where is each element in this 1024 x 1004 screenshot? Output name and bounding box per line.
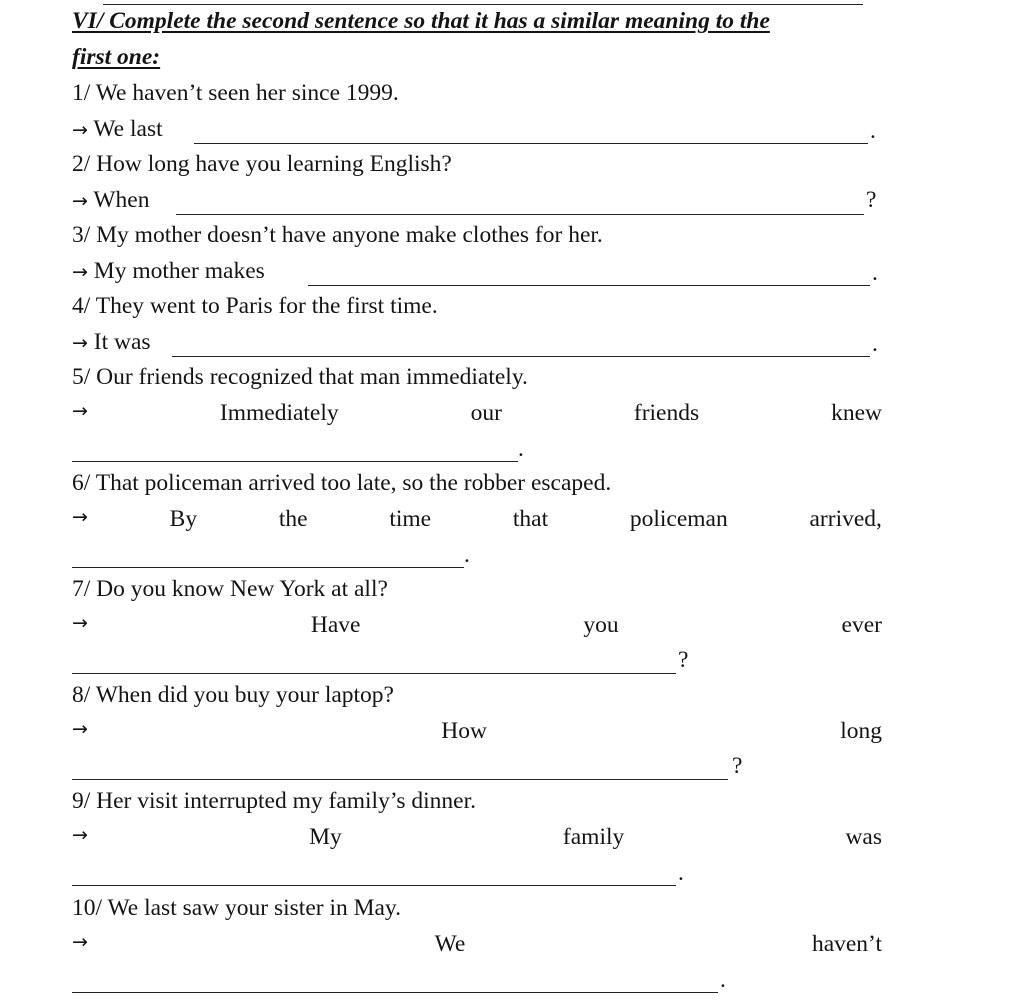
answer-10-cue (72, 931, 882, 958)
answer-4-cue (72, 329, 151, 356)
cue-word: long (840, 718, 882, 744)
question-10: 10/ We last saw your sister in May. (72, 895, 402, 921)
cue-word: the (278, 506, 308, 532)
arrow-icon: → (72, 931, 88, 953)
answer-8-blank[interactable] (72, 779, 728, 780)
cue-word: How (441, 718, 487, 744)
arrow-icon: → (72, 400, 88, 422)
cue-word: time (389, 506, 432, 532)
answer-7-end: ? (678, 647, 689, 673)
answer-1-blank[interactable] (194, 143, 868, 144)
answer-6-cue (72, 506, 882, 533)
answer-5-cue (72, 400, 882, 427)
answer-4-end: . (872, 331, 878, 357)
cue-word: that (512, 506, 549, 532)
question-3: 3/ My mother doesn’t have anyone make clothes for her. (72, 222, 603, 248)
cue-word: our (470, 400, 502, 426)
cue-text: It was (93, 329, 151, 355)
answer-8-cue (72, 718, 882, 745)
answer-5-blank[interactable] (72, 461, 518, 462)
answer-10-end: . (720, 967, 726, 993)
arrow-icon: → (72, 261, 88, 283)
answer-4-blank[interactable] (172, 356, 870, 357)
question-6: 6/ That policeman arrived too late, so the robber escaped. (72, 470, 612, 496)
arrow-icon: → (72, 119, 88, 141)
question-8: 8/ When did you buy your laptop? (72, 682, 394, 708)
exercise-heading-continued: first one: (72, 44, 161, 70)
top-rule (103, 4, 863, 5)
cue-text: We last (93, 116, 163, 142)
cue-word: My (309, 824, 342, 850)
answer-1-cue (72, 116, 163, 143)
answer-1-end: . (870, 118, 876, 144)
arrow-icon: → (72, 506, 88, 528)
arrow-icon: → (72, 190, 88, 212)
answer-8-end: ? (732, 753, 743, 779)
answer-9-blank[interactable] (72, 885, 676, 886)
cue-word: arrived, (809, 506, 882, 532)
answer-3-end: . (872, 260, 878, 286)
exercise-heading: VI/ Complete the second sentence so that it has a similar meaning to the (72, 8, 770, 34)
question-2: 2/ How long have you learning English? (72, 151, 452, 177)
cue-word: you (583, 612, 619, 638)
answer-7-blank[interactable] (72, 673, 676, 674)
question-4: 4/ They went to Paris for the first time. (72, 293, 438, 319)
cue-text: My mother makes (93, 258, 265, 284)
arrow-icon: → (72, 612, 88, 634)
answer-9-cue (72, 824, 882, 851)
answer-10-blank[interactable] (72, 992, 718, 993)
answer-2-cue (72, 187, 150, 214)
answer-9-end: . (678, 860, 684, 886)
cue-word: By (169, 506, 198, 532)
question-5: 5/ Our friends recognized that man immediately. (72, 364, 528, 390)
question-7: 7/ Do you know New York at all? (72, 576, 388, 602)
arrow-icon: → (72, 718, 88, 740)
cue-word: was (845, 824, 882, 850)
cue-word: knew (831, 400, 882, 426)
cue-word: family (562, 824, 625, 850)
cue-word: ever (841, 612, 882, 638)
cue-word: friends (633, 400, 700, 426)
answer-5-end: . (518, 436, 524, 462)
cue-word: Immediately (219, 400, 339, 426)
answer-3-blank[interactable] (308, 285, 870, 286)
arrow-icon: → (72, 332, 88, 354)
answer-6-end: . (464, 542, 470, 568)
cue-word: haven’t (811, 931, 882, 957)
cue-text: When (93, 187, 150, 213)
cue-word: Have (310, 612, 361, 638)
answer-6-blank[interactable] (72, 567, 464, 568)
answer-7-cue (72, 612, 882, 639)
answer-2-blank[interactable] (176, 214, 864, 215)
arrow-icon: → (72, 824, 88, 846)
cue-word: We (434, 931, 466, 957)
cue-word: policeman (629, 506, 728, 532)
question-9: 9/ Her visit interrupted my family’s dinner. (72, 788, 476, 814)
answer-3-cue (72, 258, 265, 285)
question-1: 1/ We haven’t seen her since 1999. (72, 80, 399, 106)
answer-2-end: ? (866, 187, 877, 213)
